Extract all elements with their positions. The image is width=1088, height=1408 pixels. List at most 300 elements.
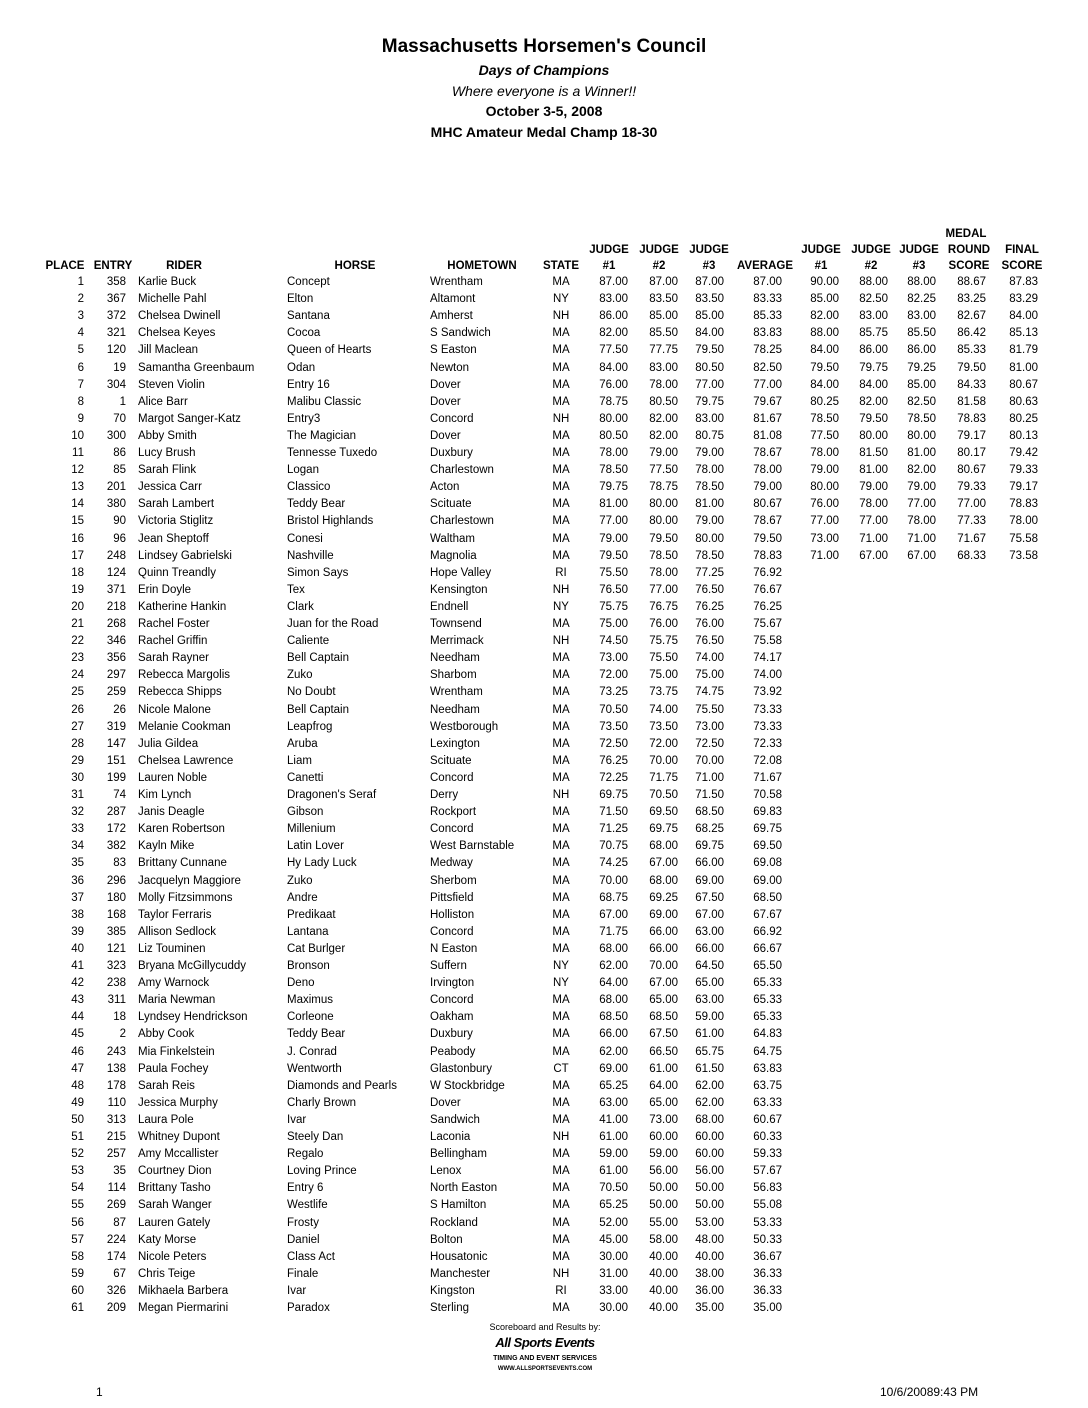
cell-entry: 209 xyxy=(106,1302,126,1314)
cell-entry: 326 xyxy=(106,1284,126,1297)
cell-entry: 138 xyxy=(106,1062,126,1075)
cell-horse: Canetti xyxy=(287,771,324,784)
cell-rider: Erin Doyle xyxy=(138,583,192,596)
cell-judge1: 33.00 xyxy=(599,1284,628,1297)
cell-judge3: 79.00 xyxy=(695,447,724,459)
cell-judge2: 78.75 xyxy=(649,481,678,494)
cell-rider: Allison Sedlock xyxy=(138,925,216,938)
cell-judge2: 70.50 xyxy=(649,789,678,801)
cell-judge1: 74.25 xyxy=(599,857,628,870)
cell-place: 50 xyxy=(71,1113,84,1126)
cell-rider: Karlie Buck xyxy=(138,276,197,288)
cell-judge3: 79.75 xyxy=(695,395,724,408)
cell-entry: 70 xyxy=(113,412,126,425)
cell-entry: 180 xyxy=(106,891,126,904)
cell-judge3: 76.25 xyxy=(695,600,724,613)
cell-entry: 385 xyxy=(106,925,126,938)
cell-judge1: 69.00 xyxy=(599,1062,628,1075)
cell-rider: Quinn Treandly xyxy=(138,566,216,579)
cell-judge2: 66.00 xyxy=(649,925,678,938)
cell-judge2: 75.00 xyxy=(649,669,678,682)
cell-judge3: 53.00 xyxy=(695,1216,724,1229)
cell-horse: Finale xyxy=(287,1267,319,1280)
cell-average: 76.67 xyxy=(753,583,782,596)
cell-judge2: 59.00 xyxy=(649,1148,678,1161)
cell-judge1: 45.00 xyxy=(599,1233,628,1246)
cell-hometown: Housatonic xyxy=(430,1250,488,1263)
cell-rider: Rebecca Shipps xyxy=(138,686,222,699)
cell-place: 36 xyxy=(71,874,84,887)
cell-state: MA xyxy=(552,823,570,836)
cell-entry: 147 xyxy=(106,737,126,750)
cell-hometown: Bellingham xyxy=(430,1148,487,1161)
cell-judge2: 50.00 xyxy=(649,1182,678,1195)
cell-entry: 218 xyxy=(106,600,126,613)
cell-final-score: 80.67 xyxy=(1009,378,1038,391)
event-dates: October 3-5, 2008 xyxy=(485,103,603,119)
cell-horse: Queen of Hearts xyxy=(287,344,372,357)
cell-round-score: 83.25 xyxy=(957,293,986,306)
cell-judge2: 40.00 xyxy=(649,1250,678,1263)
cell-average: 83.33 xyxy=(753,293,782,306)
cell-judge3: 81.00 xyxy=(695,498,724,511)
cell-horse: Bell Captain xyxy=(287,652,350,665)
cell-state: NH xyxy=(552,1267,570,1280)
cell-average: 83.83 xyxy=(753,327,782,340)
cell-state: MA xyxy=(552,1250,570,1263)
cell-rider: Jessica Murphy xyxy=(138,1096,218,1109)
cell-hometown: Concord xyxy=(430,823,474,836)
cell-state: MA xyxy=(552,737,570,750)
cell-horse: Paradox xyxy=(287,1302,330,1314)
cell-judge3: 61.50 xyxy=(695,1062,724,1075)
cell-medal-judge1: 78.00 xyxy=(810,447,839,459)
cell-medal-judge2: 82.00 xyxy=(859,395,888,408)
cell-rider: Megan Piermarini xyxy=(138,1302,229,1314)
cell-judge1: 31.00 xyxy=(599,1267,628,1280)
cell-medal-judge1: 79.50 xyxy=(810,361,839,374)
cell-judge1: 77.00 xyxy=(599,515,628,528)
cell-hometown: Concord xyxy=(430,925,474,938)
cell-entry: 151 xyxy=(106,754,126,767)
cell-horse: Odan xyxy=(287,361,316,374)
cell-judge2: 77.50 xyxy=(649,464,678,477)
cell-judge3: 40.00 xyxy=(695,1250,724,1263)
cell-entry: 168 xyxy=(106,908,126,921)
cell-rider: Jacquelyn Maggiore xyxy=(138,874,241,887)
cell-judge2: 73.50 xyxy=(649,720,678,733)
cell-medal-judge3: 79.25 xyxy=(907,361,936,374)
cell-place: 28 xyxy=(71,737,84,750)
cell-judge2: 69.25 xyxy=(649,891,678,904)
cell-judge2: 69.50 xyxy=(649,806,678,819)
cell-horse: Teddy Bear xyxy=(287,1028,346,1041)
cell-average: 78.25 xyxy=(753,344,782,357)
cell-place: 31 xyxy=(71,789,84,801)
cell-final-score: 80.13 xyxy=(1009,429,1038,442)
cell-entry: 296 xyxy=(106,874,126,887)
cell-hometown: Lexington xyxy=(430,737,480,750)
cell-average: 73.33 xyxy=(753,703,782,716)
cell-judge2: 69.00 xyxy=(649,908,678,921)
cell-rider: Abby Smith xyxy=(138,429,197,442)
cell-rider: Melanie Cookman xyxy=(138,720,231,733)
cell-state: MA xyxy=(552,361,570,374)
cell-judge2: 74.00 xyxy=(649,703,678,716)
cell-entry: 380 xyxy=(106,498,126,511)
cell-horse: Classico xyxy=(287,481,331,494)
cell-judge1: 79.75 xyxy=(599,481,628,494)
cell-entry: 87 xyxy=(113,1216,126,1229)
cell-judge3: 73.00 xyxy=(695,720,724,733)
cell-hometown: S Easton xyxy=(430,344,477,357)
cell-judge3: 83.00 xyxy=(695,412,724,425)
cell-judge2: 78.00 xyxy=(649,378,678,391)
cell-hometown: Merrimack xyxy=(430,635,484,648)
cell-horse: Class Act xyxy=(287,1250,335,1263)
cell-horse: Lantana xyxy=(287,925,329,938)
cell-entry: 96 xyxy=(113,532,126,545)
cell-average: 63.75 xyxy=(753,1079,782,1092)
cell-average: 65.33 xyxy=(753,1011,782,1024)
cell-judge1: 73.25 xyxy=(599,686,628,699)
cell-hometown: Kingston xyxy=(430,1284,475,1297)
cell-rider: Molly Fitzsimmons xyxy=(138,891,233,904)
cell-state: CT xyxy=(553,1062,569,1075)
cell-horse: Predikaat xyxy=(287,908,336,921)
cell-state: MA xyxy=(552,806,570,819)
cell-hometown: W Stockbridge xyxy=(430,1079,505,1092)
cell-medal-judge3: 85.50 xyxy=(907,327,936,340)
cell-hometown: Dover xyxy=(430,1096,461,1109)
cell-entry: 85 xyxy=(113,464,126,477)
cell-state: MA xyxy=(552,532,570,545)
header-score: SCORE xyxy=(948,260,990,272)
cell-state: MA xyxy=(552,703,570,716)
cell-judge2: 80.00 xyxy=(649,498,678,511)
cell-judge3: 80.75 xyxy=(695,429,724,442)
cell-medal-judge1: 84.00 xyxy=(810,378,839,391)
cell-place: 41 xyxy=(71,960,84,972)
cell-round-score: 79.50 xyxy=(957,361,986,374)
cell-judge1: 83.00 xyxy=(599,293,628,306)
cell-judge2: 82.00 xyxy=(649,412,678,425)
cell-horse: Corleone xyxy=(287,1011,334,1024)
cell-horse: J. Conrad xyxy=(287,1045,337,1058)
cell-final-score: 81.79 xyxy=(1009,344,1038,357)
cell-judge2: 56.00 xyxy=(649,1165,678,1178)
cell-state: MA xyxy=(552,1011,570,1024)
cell-judge2: 83.00 xyxy=(649,361,678,374)
cell-state: MA xyxy=(552,771,570,784)
cell-average: 67.67 xyxy=(753,908,782,921)
cell-hometown: Waltham xyxy=(430,532,475,545)
cell-horse: Ivar xyxy=(287,1284,307,1297)
cell-judge3: 76.50 xyxy=(695,583,724,596)
cell-hometown: Lenox xyxy=(430,1165,462,1178)
cell-horse: Maximus xyxy=(287,994,334,1007)
cell-rider: Amy Warnock xyxy=(138,977,210,990)
cell-place: 52 xyxy=(71,1148,84,1161)
cell-state: RI xyxy=(555,566,567,579)
cell-hometown: Rockland xyxy=(430,1216,478,1229)
cell-state: NH xyxy=(552,583,570,596)
cell-medal-judge2: 81.00 xyxy=(859,464,888,477)
cell-entry: 304 xyxy=(106,378,126,391)
cell-state: MA xyxy=(552,1148,570,1161)
cell-judge3: 76.00 xyxy=(695,618,724,630)
cell-place: 25 xyxy=(71,686,84,699)
tagline: Where everyone is a Winner!! xyxy=(451,83,637,99)
cell-judge2: 82.00 xyxy=(649,429,678,442)
cell-place: 26 xyxy=(71,703,84,716)
cell-judge1: 73.00 xyxy=(599,652,628,665)
cell-judge2: 64.00 xyxy=(649,1079,678,1092)
cell-hometown: Duxbury xyxy=(430,447,473,459)
cell-hometown: Scituate xyxy=(430,498,472,511)
cell-judge1: 30.00 xyxy=(599,1302,628,1314)
cell-final-score: 79.17 xyxy=(1009,481,1038,494)
cell-state: MA xyxy=(552,429,570,442)
cell-place: 9 xyxy=(77,412,84,425)
cell-judge1: 71.75 xyxy=(599,925,628,938)
cell-round-score: 81.58 xyxy=(957,395,986,408)
cell-judge2: 71.75 xyxy=(649,771,678,784)
cell-medal-judge3: 79.00 xyxy=(907,481,936,494)
cell-average: 79.67 xyxy=(753,395,782,408)
cell-judge1: 80.50 xyxy=(599,429,628,442)
cell-entry: 371 xyxy=(106,583,126,596)
cell-average: 79.00 xyxy=(753,481,782,494)
cell-judge2: 73.00 xyxy=(649,1113,678,1126)
cell-judge1: 61.00 xyxy=(599,1131,628,1143)
cell-round-score: 88.67 xyxy=(957,276,986,288)
cell-rider: Whitney Dupont xyxy=(138,1131,220,1143)
cell-average: 81.08 xyxy=(753,429,782,442)
cell-judge3: 56.00 xyxy=(695,1165,724,1178)
cell-final-score: 85.13 xyxy=(1009,327,1038,340)
cell-state: MA xyxy=(552,447,570,459)
cell-average: 72.33 xyxy=(753,737,782,750)
cell-average: 74.00 xyxy=(753,669,782,682)
cell-place: 16 xyxy=(71,532,84,545)
cell-state: MA xyxy=(552,1045,570,1058)
cell-judge1: 68.00 xyxy=(599,994,628,1007)
cell-entry: 19 xyxy=(113,361,126,374)
cell-average: 69.75 xyxy=(753,823,782,836)
cell-hometown: West Barnstable xyxy=(430,840,515,853)
cell-horse: Cat Burlger xyxy=(287,942,346,955)
cell-rider: Amy Mccallister xyxy=(138,1148,219,1161)
cell-average: 56.83 xyxy=(753,1182,782,1195)
header-medal-judge2: #2 xyxy=(864,260,878,272)
cell-entry: 201 xyxy=(106,481,126,494)
cell-round-score: 78.83 xyxy=(957,412,986,425)
cell-judge2: 55.00 xyxy=(649,1216,678,1229)
cell-hometown: Manchester xyxy=(430,1267,491,1280)
cell-judge3: 62.00 xyxy=(695,1079,724,1092)
cell-judge3: 79.00 xyxy=(695,515,724,528)
cell-state: MA xyxy=(552,1113,570,1126)
cell-judge2: 79.50 xyxy=(649,532,678,545)
cell-judge3: 75.00 xyxy=(695,669,724,682)
cell-average: 73.92 xyxy=(753,686,782,699)
cell-horse: Daniel xyxy=(287,1233,320,1246)
cell-medal-judge2: 85.75 xyxy=(859,327,888,340)
cell-hometown: Irvington xyxy=(430,977,475,990)
cell-medal-judge3: 77.00 xyxy=(907,498,936,511)
cell-place: 7 xyxy=(77,378,84,391)
cell-state: MA xyxy=(552,840,570,853)
header-judge2-top: JUDGE xyxy=(639,244,679,256)
cell-judge3: 72.50 xyxy=(695,737,724,750)
cell-judge1: 75.00 xyxy=(599,618,628,630)
cell-state: MA xyxy=(552,925,570,938)
header-judge1-top: JUDGE xyxy=(589,244,629,256)
sponsor-url: WWW.ALLSPORTSEVENTS.COM xyxy=(497,1366,593,1372)
cell-judge1: 73.50 xyxy=(599,720,628,733)
cell-medal-judge2: 88.00 xyxy=(859,276,888,288)
cell-average: 57.67 xyxy=(753,1165,782,1178)
header-judge3: #3 xyxy=(702,260,716,272)
cell-judge3: 68.50 xyxy=(695,806,724,819)
cell-hometown: Kensington xyxy=(430,583,488,596)
cell-place: 32 xyxy=(71,806,84,819)
cell-hometown: Acton xyxy=(430,481,460,494)
cell-judge3: 66.00 xyxy=(695,942,724,955)
cell-judge3: 60.00 xyxy=(695,1131,724,1143)
cell-average: 71.67 xyxy=(753,771,782,784)
cell-state: MA xyxy=(552,378,570,391)
cell-medal-judge2: 67.00 xyxy=(859,549,888,562)
cell-medal-judge1: 77.50 xyxy=(810,429,839,442)
cell-rider: Katherine Hankin xyxy=(138,600,227,613)
cell-judge1: 63.00 xyxy=(599,1096,628,1109)
cell-round-score: 79.17 xyxy=(957,429,986,442)
cell-entry: 358 xyxy=(106,276,126,288)
cell-hometown: Needham xyxy=(430,652,480,665)
cell-place: 39 xyxy=(71,925,84,938)
cell-hometown: S Sandwich xyxy=(430,327,491,340)
cell-medal-judge1: 80.25 xyxy=(810,395,839,408)
cell-medal-judge1: 82.00 xyxy=(810,310,839,323)
cell-medal-judge1: 84.00 xyxy=(810,344,839,357)
cell-average: 66.67 xyxy=(753,942,782,955)
cell-horse: Steely Dan xyxy=(287,1131,344,1143)
cell-judge3: 76.50 xyxy=(695,635,724,648)
cell-place: 34 xyxy=(71,840,84,853)
cell-judge3: 70.00 xyxy=(695,754,724,767)
cell-horse: Liam xyxy=(287,754,312,767)
cell-average: 63.33 xyxy=(753,1096,782,1109)
cell-average: 68.50 xyxy=(753,891,782,904)
cell-judge2: 73.75 xyxy=(649,686,678,699)
header-place: PLACE xyxy=(45,260,85,272)
cell-judge1: 70.75 xyxy=(599,840,628,853)
cell-judge1: 52.00 xyxy=(599,1216,628,1229)
cell-hometown: Holliston xyxy=(430,908,475,921)
cell-judge2: 77.00 xyxy=(649,583,678,596)
cell-average: 77.00 xyxy=(753,378,782,391)
cell-medal-judge3: 67.00 xyxy=(907,549,936,562)
cell-hometown: Hope Valley xyxy=(430,566,492,579)
cell-round-score: 82.67 xyxy=(957,310,986,323)
cell-place: 17 xyxy=(71,549,84,562)
cell-rider: Steven Violin xyxy=(138,378,205,391)
cell-state: MA xyxy=(552,276,570,288)
cell-state: MA xyxy=(552,720,570,733)
cell-state: MA xyxy=(552,464,570,477)
cell-hometown: Laconia xyxy=(430,1131,471,1143)
cell-judge3: 35.00 xyxy=(695,1302,724,1314)
cell-judge1: 72.25 xyxy=(599,771,628,784)
cell-entry: 120 xyxy=(106,344,126,357)
all-sports-events-logo: All Sports Events xyxy=(495,1335,595,1350)
cell-judge1: 71.25 xyxy=(599,823,628,836)
cell-judge1: 78.50 xyxy=(599,464,628,477)
cell-rider: Laura Pole xyxy=(138,1113,194,1126)
cell-rider: Sarah Reis xyxy=(138,1079,195,1092)
cell-rider: Jessica Carr xyxy=(138,481,202,494)
cell-medal-judge1: 85.00 xyxy=(810,293,839,306)
cell-place: 37 xyxy=(71,891,84,904)
cell-average: 35.00 xyxy=(753,1302,782,1314)
cell-place: 10 xyxy=(71,429,84,442)
cell-state: NY xyxy=(553,960,569,972)
scoreboard-credit: Scoreboard and Results by: xyxy=(489,1322,601,1332)
cell-rider: Rachel Foster xyxy=(138,618,210,630)
cell-entry: 67 xyxy=(113,1267,126,1280)
cell-place: 20 xyxy=(71,600,84,613)
cell-medal-judge1: 73.00 xyxy=(810,532,839,545)
cell-horse: Westlife xyxy=(287,1199,328,1212)
cell-hometown: Concord xyxy=(430,412,474,425)
cell-state: MA xyxy=(552,1182,570,1195)
header-final-score: SCORE xyxy=(1001,260,1043,272)
cell-hometown: Duxbury xyxy=(430,1028,473,1041)
cell-average: 69.83 xyxy=(753,806,782,819)
cell-hometown: Sterling xyxy=(430,1302,469,1314)
cell-judge2: 67.00 xyxy=(649,857,678,870)
cell-medal-judge2: 79.00 xyxy=(859,481,888,494)
cell-hometown: Medway xyxy=(430,857,473,870)
cell-hometown: North Easton xyxy=(430,1182,498,1195)
cell-state: MA xyxy=(552,908,570,921)
cell-entry: 35 xyxy=(113,1165,126,1178)
cell-hometown: Sharbom xyxy=(430,669,477,682)
cell-place: 13 xyxy=(71,481,84,494)
cell-place: 23 xyxy=(71,652,84,665)
cell-hometown: Pittsfield xyxy=(430,891,474,904)
cell-final-score: 75.58 xyxy=(1009,532,1038,545)
cell-average: 59.33 xyxy=(753,1148,782,1161)
cell-judge3: 64.50 xyxy=(695,960,724,972)
cell-hometown: Charlestown xyxy=(430,464,494,477)
cell-medal-judge3: 85.00 xyxy=(907,378,936,391)
cell-state: MA xyxy=(552,1096,570,1109)
cell-judge1: 62.00 xyxy=(599,1045,628,1058)
header-medal-judge3-top: JUDGE xyxy=(899,244,939,256)
cell-entry: 297 xyxy=(106,669,126,682)
cell-entry: 83 xyxy=(113,857,126,870)
cell-horse: Zuko xyxy=(287,874,313,887)
cell-average: 76.25 xyxy=(753,600,782,613)
cell-average: 65.33 xyxy=(753,977,782,990)
cell-judge3: 78.50 xyxy=(695,549,724,562)
cell-judge1: 61.00 xyxy=(599,1165,628,1178)
cell-entry: 268 xyxy=(106,618,126,630)
organization-title: Massachusetts Horsemen's Council xyxy=(381,36,707,57)
